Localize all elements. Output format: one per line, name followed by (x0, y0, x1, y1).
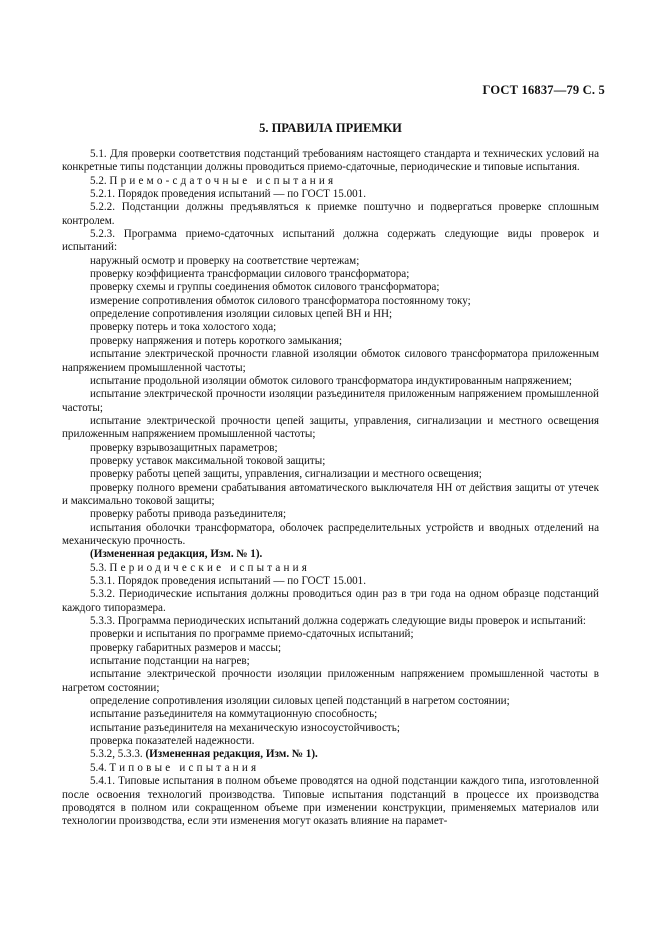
paragraph-text: проверку напряжения и потерь короткого замыкания; (90, 334, 343, 347)
paragraph-text: испытание электрической прочности цепей защиты, управления, сигнализации и местного освещения приложенным напряжением промышленной частоты; (62, 414, 599, 441)
paragraph-text: испытание разъединителя на коммутационную способность; (90, 708, 378, 721)
paragraph (62, 281, 599, 294)
paragraph (62, 255, 599, 268)
paragraph (62, 642, 599, 655)
paragraph-text: проверки и испытания по программе приемо-сдаточных испытаний; (90, 628, 414, 641)
subsection-heading (62, 562, 599, 575)
paragraph (62, 201, 599, 228)
amendment-note: (Измененная редакция, Изм. № 1). (145, 748, 318, 761)
paragraph (62, 228, 599, 255)
paragraph-text: 5.3.2. Периодические испытания должны проводиться один раз в три года на одном образце подстанций каждого типоразмера. (62, 588, 599, 614)
document-reference: ГОСТ 16837—79 С. 5 (482, 83, 605, 97)
subsection-title: Приемо-сдаточные испытания (109, 174, 337, 187)
paragraph-text: проверку схемы и группы соединения обмоток силового трансформатора; (90, 281, 440, 294)
paragraph-text: 5.2.2. Подстанции должны предъявляться к приемке поштучно и подвергаться проверке сплошным контролем. (62, 201, 599, 227)
paragraph-text: испытание электрической прочности изоляции приложенным напряжением промышленной частоты в нагретом состоянии; (62, 668, 599, 694)
paragraph-text: 5.2.1. Порядок проведения испытаний — по ГОСТ 15.001. (90, 188, 366, 201)
paragraph (62, 735, 599, 748)
subsection-number: 5.4. (90, 761, 107, 774)
paragraph (62, 375, 599, 388)
paragraph (62, 335, 599, 348)
paragraph-text: испытание электрической прочности главной изоляции обмоток силового трансформатора приложенным напряжением промышленной частоты; (62, 348, 599, 374)
paragraph (62, 148, 599, 175)
paragraph-text: проверку уставок максимальной токовой защиты; (90, 454, 326, 467)
paragraph (62, 655, 599, 668)
paragraph (62, 775, 599, 828)
subsection-heading (62, 762, 599, 775)
paragraph-text: проверку работы цепей защиты, управления, сигнализации и местного освещения; (90, 468, 482, 481)
paragraph-text: испытание продольной изоляции обмоток силового трансформатора индуктированным напряжением; (90, 374, 572, 387)
paragraph (62, 442, 599, 455)
paragraph-text: проверку полного времени срабатывания автоматического выключателя НН от действия защиты от утечек и максимально токовой защиты; (62, 481, 599, 507)
subsection-heading (62, 175, 599, 188)
paragraph (62, 588, 599, 615)
paragraph (62, 482, 599, 509)
paragraph-text: испытания оболочки трансформатора, оболочек распределительных устройств и вводных отделений на механическую прочность. (62, 521, 599, 547)
paragraph-text: 5.3.2, 5.3.3. (90, 748, 146, 761)
section-title: 5. ПРАВИЛА ПРИЕМКИ (259, 121, 402, 135)
paragraph (62, 628, 599, 641)
paragraph-text: измерение сопротивления обмоток силового трансформатора постоянному току; (90, 294, 471, 307)
paragraph-text: испытание подстанции на нагрев; (90, 655, 250, 668)
paragraph (62, 695, 599, 708)
paragraph (62, 415, 599, 442)
paragraph-text: проверку работы привода разъединителя; (90, 508, 287, 521)
subsection-title: Периодические испытания (109, 561, 311, 574)
paragraph (62, 268, 599, 281)
paragraph (62, 188, 599, 201)
paragraph (62, 722, 599, 735)
paragraph (62, 748, 599, 761)
paragraph-text: определение сопротивления изоляции силовых цепей подстанций в нагретом состоянии; (90, 695, 510, 708)
paragraph-text: 5.3.3. Программа периодических испытаний должна содержать следующие виды проверок и испытаний: (90, 615, 586, 628)
paragraph-text: испытание разъединителя на механическую износоустойчивость; (90, 721, 400, 734)
paragraph-text: 5.3.1. Порядок проведения испытаний — по ГОСТ 15.001. (90, 575, 366, 587)
paragraph (62, 615, 599, 628)
paragraph (62, 295, 599, 308)
amendment-note: (Измененная редакция, Изм. № 1). (90, 548, 263, 561)
paragraph-text: проверка показателей надежности. (90, 735, 255, 748)
paragraph-text: наружный осмотр и проверку на соответствие чертежам; (90, 254, 360, 267)
paragraph (62, 508, 599, 521)
paragraph-text: 5.2.3. Программа приемо-сдаточных испытаний должна содержать следующие виды проверок и испытаний: (62, 228, 599, 254)
paragraph (62, 468, 599, 481)
paragraph-text: проверку габаритных размеров и массы; (90, 641, 282, 654)
paragraph (62, 522, 599, 549)
paragraph (62, 668, 599, 695)
paragraph-text: 5.4.1. Типовые испытания в полном объеме проводятся на одной подстанции каждого типа, изготовленной после освоения технологий производства. Типовые испытания подстанций в процессе их производства проводятся в полном или сокращенном объеме при изменении конструкции, применяемых материалов или технологии производства, если эти изменения могут оказать влияние на парамет- (62, 775, 599, 828)
paragraph (62, 308, 599, 321)
subsection-number: 5.2. (90, 174, 107, 187)
paragraph (62, 348, 599, 375)
paragraph (62, 575, 599, 588)
paragraph-text: проверку коэффициента трансформации силового трансформатора; (90, 268, 410, 281)
paragraph (62, 455, 599, 468)
paragraph (62, 321, 599, 334)
paragraph (62, 708, 599, 721)
paragraph-text: 5.1. Для проверки соответствия подстанций требованиям настоящего стандарта и технических условий на конкретные типы подстанции должны проводиться приемо-сдаточные, периодические и типовые испытания. (62, 148, 599, 174)
paragraph-text: определение сопротивления изоляции силовых цепей ВН и НН; (90, 308, 393, 321)
subsection-title: Типовые испытания (109, 761, 260, 774)
paragraph-text: проверку потерь и тока холостого хода; (90, 321, 277, 334)
paragraph-text: проверку взрывозащитных параметров; (90, 441, 278, 454)
document-body (62, 148, 599, 829)
subsection-number: 5.3. (90, 561, 107, 574)
paragraph-text: испытание электрической прочности изоляции разъединителя приложенным напряжением промышленной частоты; (62, 388, 599, 414)
paragraph (62, 388, 599, 415)
paragraph (62, 548, 599, 561)
